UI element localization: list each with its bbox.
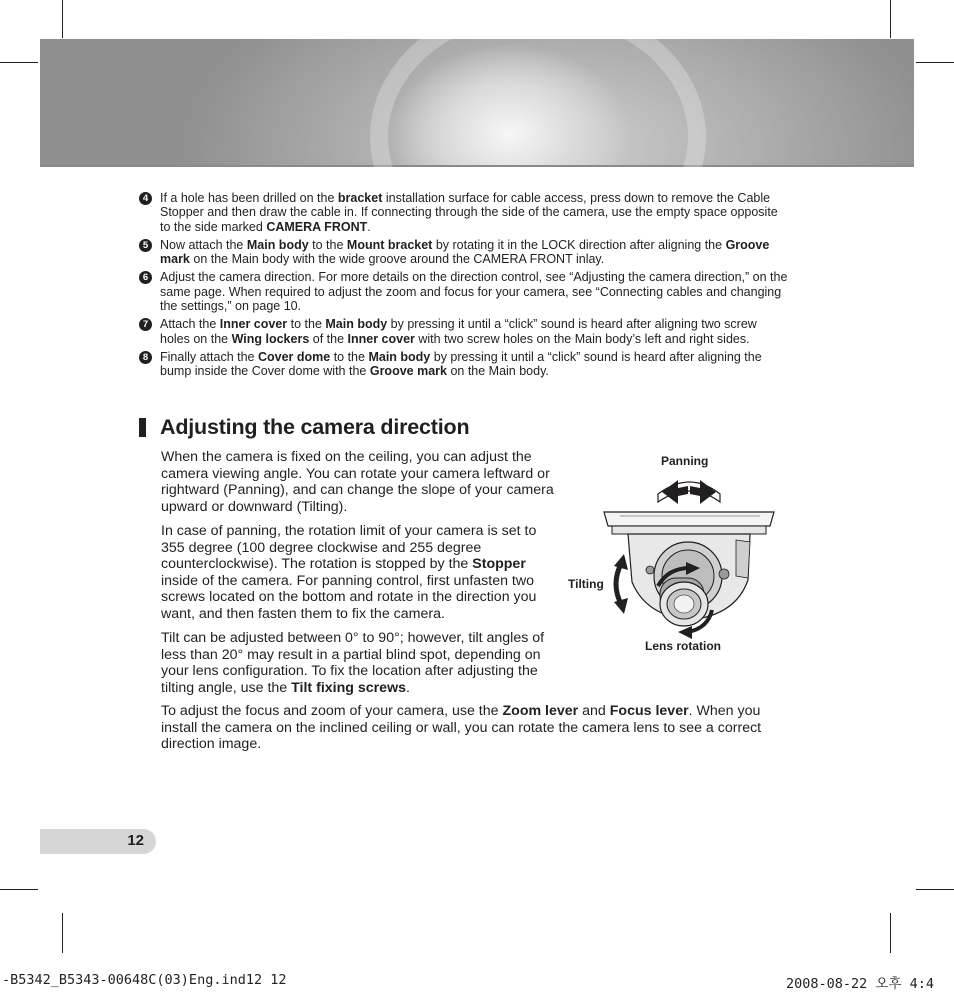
print-slug-left: -B5342_B5343-00648C(03)Eng.ind12 12 xyxy=(2,972,287,988)
step-number-badge: 7 xyxy=(139,318,152,331)
step-number-badge: 8 xyxy=(139,351,152,364)
text-run: Adjust the camera direction. For more details on the direction control, see “Adjusting the camera direction,” on the same page. When required to adjust the zoom and focus for your camera, see “Connecting cables and changing the settings,” on page 10. xyxy=(160,270,788,314)
section-final-paragraph xyxy=(161,703,781,753)
bold-term: Wing lockers xyxy=(231,331,310,346)
text-run: If a hole has been drilled on the xyxy=(160,191,338,205)
body-paragraph xyxy=(161,630,561,696)
section-body xyxy=(161,449,561,704)
text-run: Tilt can be adjusted between 0° to 90°; however, tilt angles of less than 20° may result in a partial blind spot, depending on your lens configuration. To fix the location after adjusting the tilting angle, use the xyxy=(161,630,545,696)
text-run: by pressing it until a “click” sound is heard after aligning two screw holes on the xyxy=(160,317,757,346)
crop-mark xyxy=(0,62,38,63)
bold-term: Cover dome xyxy=(257,349,331,364)
text-run: and xyxy=(578,703,610,719)
bold-term: Tilt fixing screws xyxy=(291,679,406,696)
text-run: Attach the xyxy=(160,317,220,332)
tilting-label: Tilting xyxy=(568,577,604,591)
page-number: 12 xyxy=(127,832,144,849)
bold-term: Main body xyxy=(246,237,309,252)
text-run: Now attach the xyxy=(160,237,247,252)
text-run: inside of the camera. For panning control, first unfasten two screws located on the bottom and rotate in the direction you want, and then fasten them to fix the camera. xyxy=(161,572,537,622)
bold-term: Zoom lever xyxy=(502,703,579,719)
text-run: to the xyxy=(330,349,369,364)
installation-steps xyxy=(139,191,789,383)
section-title: Adjusting the camera direction xyxy=(160,414,470,439)
body-paragraph xyxy=(161,523,561,622)
text-run: to the xyxy=(308,237,347,252)
text-run: on the Main body. xyxy=(446,364,549,379)
crop-mark xyxy=(916,62,954,63)
bold-term: Main body xyxy=(368,349,431,364)
bold-term: Inner cover xyxy=(347,331,415,346)
bold-term: Inner cover xyxy=(219,317,288,332)
step-number-badge: 5 xyxy=(139,239,152,252)
section-heading xyxy=(139,413,469,441)
crop-mark xyxy=(0,889,38,890)
step-number-badge: 6 xyxy=(139,271,152,284)
mount-bracket xyxy=(604,512,774,534)
camera-illustration xyxy=(560,450,790,660)
header-banner-image xyxy=(40,39,914,167)
camera-direction-figure xyxy=(560,450,790,660)
text-run: . xyxy=(367,219,371,234)
page-number-tab xyxy=(40,829,156,854)
crop-mark xyxy=(62,913,63,953)
text-run: Finally attach the xyxy=(160,349,258,364)
step-item xyxy=(139,317,789,346)
bold-term: Focus lever xyxy=(609,703,689,719)
panning-arrow-icon xyxy=(658,480,720,504)
text-run: of the xyxy=(309,331,348,346)
bold-term: Mount bracket xyxy=(346,237,433,252)
text-run: . xyxy=(406,679,410,696)
lens-rotation-label: Lens rotation xyxy=(645,639,722,653)
crop-mark xyxy=(916,889,954,890)
crop-mark xyxy=(62,0,63,38)
text-run: with two screw holes on the Main body’s left and right sides. xyxy=(414,331,750,346)
panning-label: Panning xyxy=(661,454,709,468)
bold-term: Main body xyxy=(325,317,388,332)
final-paragraph xyxy=(161,703,781,753)
text-run: In case of panning, the rotation limit of your camera is set to 355 degree (100 degree clockwise and 255 degree counterclockwise). The rotation is stopped by the xyxy=(161,523,537,572)
camera-body xyxy=(628,534,750,626)
bold-term: Groove mark xyxy=(160,237,770,267)
text-run: . When you install the camera on the inclined ceiling or wall, you can rotate the camera lens to see a correct direction image. xyxy=(161,703,762,752)
body-paragraph xyxy=(161,449,561,515)
text-run: to the xyxy=(287,317,326,332)
heading-marker xyxy=(139,418,146,437)
step-item xyxy=(139,350,789,379)
bold-term: Groove mark xyxy=(369,364,447,379)
text-run: by pressing it until a “click” sound is heard after aligning the bump inside the Cover dome with the xyxy=(160,349,762,379)
step-item xyxy=(139,191,789,234)
bold-term: bracket xyxy=(337,191,383,205)
text-run: by rotating it in the LOCK direction after aligning the xyxy=(432,237,726,252)
text-run: on the Main body with the wide groove around the CAMERA FRONT inlay. xyxy=(189,252,605,267)
text-run: installation surface for cable access, press down to remove the Cable Stopper and then draw the cable in. If connecting through the side of the camera, use the empty space opposite to the side marked xyxy=(160,191,778,234)
text-run: To adjust the focus and zoom of your camera, use the xyxy=(161,703,503,719)
print-slug-right: 2008-08-22 오후 4:4 xyxy=(786,976,934,992)
crop-mark xyxy=(890,913,891,953)
text-run: When the camera is fixed on the ceiling, you can adjust the camera viewing angle. You can rotate your camera leftward or rightward (Panning), and can change the slope of your camera upward or downward (Tilting). xyxy=(161,449,554,515)
bold-term: CAMERA FRONT xyxy=(266,219,368,234)
step-item xyxy=(139,238,789,267)
bold-term: Stopper xyxy=(472,556,526,572)
step-number-badge: 4 xyxy=(139,192,152,205)
step-item xyxy=(139,270,789,313)
crop-mark xyxy=(890,0,891,38)
tilting-arrow-icon xyxy=(614,554,628,614)
